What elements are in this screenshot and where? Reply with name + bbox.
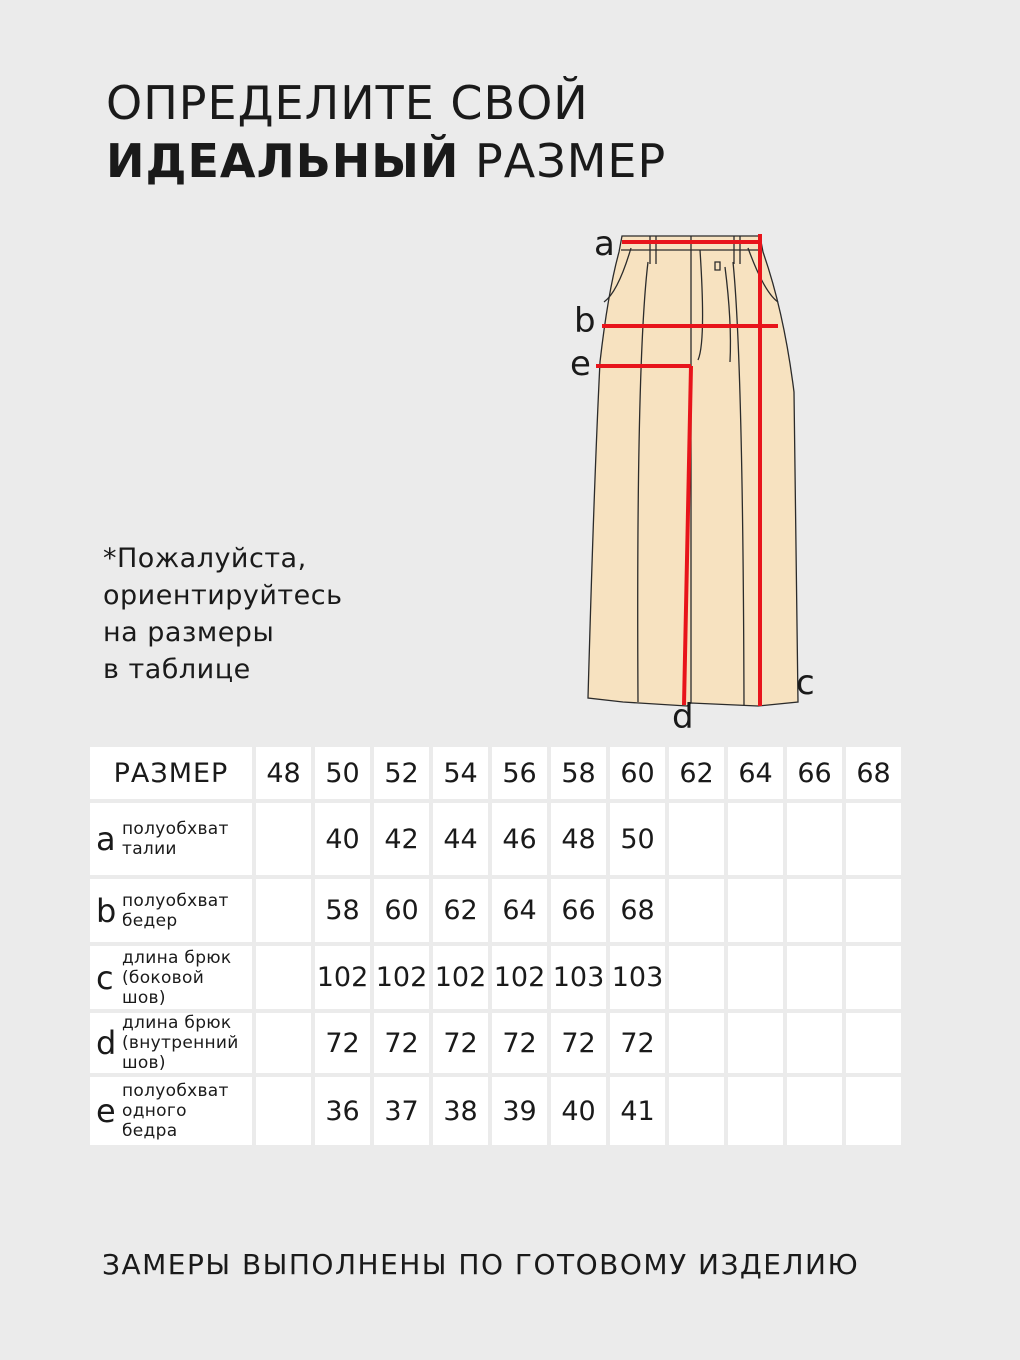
note-line: в таблице xyxy=(103,654,251,685)
value-cell: 72 xyxy=(315,1013,370,1073)
note-line: на размеры xyxy=(103,617,275,648)
size-header-cell: 56 xyxy=(492,747,547,799)
value-cell: 103 xyxy=(551,946,606,1009)
desc-line: шов) xyxy=(122,987,166,1008)
value-cell xyxy=(787,1077,842,1145)
value-cell: 72 xyxy=(433,1013,488,1073)
row-label-d xyxy=(90,1013,252,1073)
table-row-e xyxy=(90,1077,901,1145)
pants-illustration xyxy=(588,236,798,706)
value-cell xyxy=(787,1013,842,1073)
size-header-cell: 60 xyxy=(610,747,665,799)
value-cell xyxy=(728,1013,783,1073)
size-header-label: РАЗМЕР xyxy=(90,747,252,799)
footer-note: ЗАМЕРЫ ВЫПОЛНЕНЫ ПО ГОТОВОМУ ИЗДЕЛИЮ xyxy=(102,1248,860,1281)
desc-line: бедер xyxy=(122,910,178,931)
row-label-b xyxy=(90,879,252,942)
desc-line: одного xyxy=(122,1101,187,1121)
pants-body xyxy=(588,236,798,706)
value-cell: 102 xyxy=(433,946,488,1009)
value-cell xyxy=(846,803,901,875)
size-header-cell: 54 xyxy=(433,747,488,799)
row-letter: b xyxy=(96,891,117,930)
value-cell xyxy=(669,803,724,875)
value-cell: 39 xyxy=(492,1077,547,1145)
label-b: b xyxy=(574,301,596,341)
title-line-1: ОПРЕДЕЛИТЕ СВОЙ xyxy=(106,76,589,130)
size-chart-table xyxy=(86,743,905,1149)
note-line: *Пожалуйста, xyxy=(103,543,307,574)
value-cell xyxy=(669,879,724,942)
desc-line: (боковой xyxy=(122,967,205,988)
size-header-cell: 62 xyxy=(669,747,724,799)
label-d: d xyxy=(672,697,694,737)
value-cell: 66 xyxy=(551,879,606,942)
value-cell xyxy=(256,1013,311,1073)
row-letter: a xyxy=(96,820,116,858)
note-line: ориентируйтесь xyxy=(103,580,343,611)
value-cell xyxy=(256,1077,311,1145)
size-header-cell: 68 xyxy=(846,747,901,799)
row-letter: d xyxy=(96,1024,117,1062)
value-cell: 46 xyxy=(492,803,547,875)
desc-line: полуобхват xyxy=(122,1081,229,1101)
row-label-c xyxy=(90,946,252,1009)
value-cell xyxy=(669,946,724,1009)
row-label-e xyxy=(90,1077,252,1145)
value-cell xyxy=(256,946,311,1009)
value-cell: 102 xyxy=(315,946,370,1009)
value-cell xyxy=(728,879,783,942)
value-cell: 102 xyxy=(374,946,429,1009)
size-header-cell: 48 xyxy=(256,747,311,799)
value-cell: 44 xyxy=(433,803,488,875)
value-cell xyxy=(846,946,901,1009)
desc-line: шов) xyxy=(122,1053,166,1073)
table-row-d xyxy=(90,1013,901,1073)
value-cell: 58 xyxy=(315,879,370,942)
value-cell: 102 xyxy=(492,946,547,1009)
title-bold-word: ИДЕАЛЬНЫЙ xyxy=(106,134,460,188)
value-cell: 42 xyxy=(374,803,429,875)
value-cell: 72 xyxy=(610,1013,665,1073)
value-cell xyxy=(787,946,842,1009)
size-header-row xyxy=(90,747,901,799)
row-label-a xyxy=(90,803,252,875)
row-description xyxy=(122,819,229,859)
row-description xyxy=(122,891,229,931)
desc-line: полуобхват xyxy=(122,819,229,839)
label-a: a xyxy=(594,224,615,264)
value-cell xyxy=(846,1077,901,1145)
row-letter: e xyxy=(96,1092,116,1130)
size-table xyxy=(86,743,916,1149)
size-header-cell: 50 xyxy=(315,747,370,799)
value-cell: 62 xyxy=(433,879,488,942)
size-header-cell: 64 xyxy=(728,747,783,799)
value-cell: 68 xyxy=(610,879,665,942)
desc-line: (внутренний xyxy=(122,1033,239,1053)
value-cell xyxy=(256,879,311,942)
table-row-b xyxy=(90,879,901,942)
value-cell: 40 xyxy=(315,803,370,875)
pants-measurement-diagram xyxy=(560,222,830,742)
value-cell xyxy=(728,803,783,875)
value-cell: 64 xyxy=(492,879,547,942)
size-note xyxy=(103,540,343,688)
value-cell xyxy=(787,879,842,942)
value-cell xyxy=(787,803,842,875)
value-cell xyxy=(669,1013,724,1073)
desc-line: бедра xyxy=(122,1121,178,1141)
table-row-c xyxy=(90,946,901,1009)
row-description xyxy=(122,1081,229,1141)
value-cell xyxy=(256,803,311,875)
value-cell xyxy=(728,946,783,1009)
value-cell: 103 xyxy=(610,946,665,1009)
row-description xyxy=(122,1013,239,1073)
size-header-cell: 66 xyxy=(787,747,842,799)
row-letter: c xyxy=(96,958,114,997)
value-cell: 38 xyxy=(433,1077,488,1145)
table-row-a xyxy=(90,803,901,875)
value-cell: 50 xyxy=(610,803,665,875)
value-cell: 40 xyxy=(551,1077,606,1145)
value-cell xyxy=(669,1077,724,1145)
size-header-cell: 52 xyxy=(374,747,429,799)
value-cell: 41 xyxy=(610,1077,665,1145)
value-cell: 48 xyxy=(551,803,606,875)
title-rest: РАЗМЕР xyxy=(459,134,667,188)
value-cell: 72 xyxy=(374,1013,429,1073)
value-cell: 60 xyxy=(374,879,429,942)
desc-line: длина брюк xyxy=(122,1013,232,1033)
label-c: c xyxy=(796,663,815,703)
value-cell: 37 xyxy=(374,1077,429,1145)
value-cell: 72 xyxy=(492,1013,547,1073)
value-cell xyxy=(846,1013,901,1073)
label-e: e xyxy=(570,344,591,384)
desc-line: талии xyxy=(122,839,177,859)
value-cell xyxy=(728,1077,783,1145)
value-cell xyxy=(846,879,901,942)
desc-line: полуобхват xyxy=(122,890,229,911)
size-header-cell: 58 xyxy=(551,747,606,799)
row-description xyxy=(122,948,231,1008)
value-cell: 72 xyxy=(551,1013,606,1073)
title-line-2 xyxy=(106,132,666,190)
page-title xyxy=(106,74,666,190)
desc-line: длина брюк xyxy=(122,947,232,968)
value-cell: 36 xyxy=(315,1077,370,1145)
